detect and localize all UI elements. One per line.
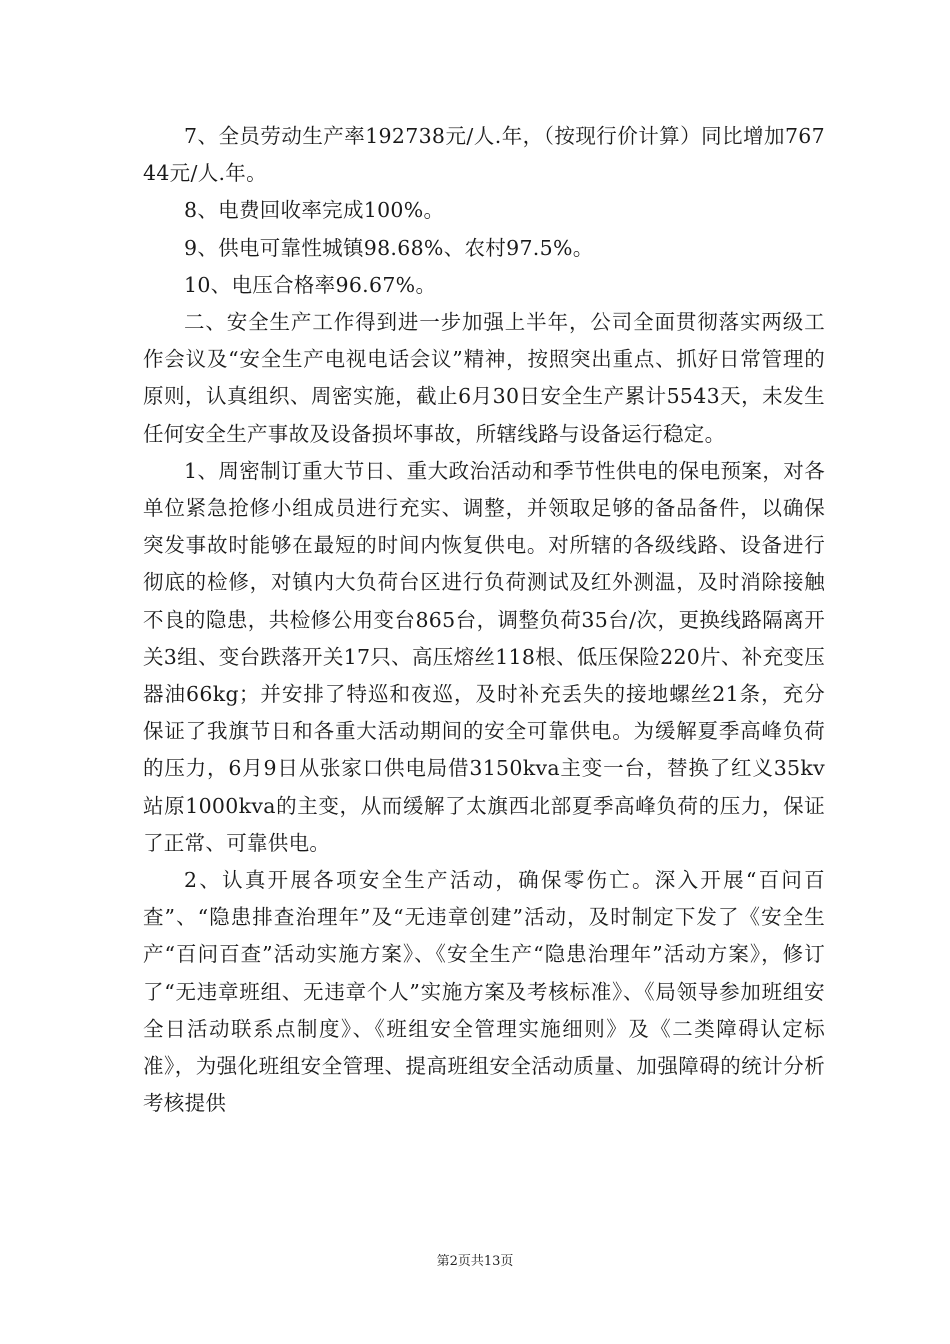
paragraph-safety-1: 1、周密制订重大节日、重大政治活动和季节性供电的保电预案，对各单位紧急抢修小组成员进行充实、调整，并领取足够的备品备件，以确保突发事故时能够在最短的时间内恢复供电。对所辖的各级线路、设备进行彻底的检修，对镇内大负荷台区进行负荷测试及红外测温，及时消除接触不良的隐患，共检修公用变台865台，调整负荷35台/次，更换线路隔离开关3组、变台跌落开关17只、高压熔丝118根、低压保险220片、补充变压器油66kg；并安排了特巡和夜巡，及时补充丢失的接地螺丝21条，充分保证了我旗节日和各重大活动期间的安全可靠供电。为缓解夏季高峰负荷的压力，6月9日从张家口供电局借3150kva主变一台，替换了红义35kv站原1000kva的主变，从而缓解了太旗西北部夏季高峰负荷的压力，保证了正常、可靠供电。 (143, 458, 825, 855)
paragraph-safety-2: 2、认真开展各项安全生产活动，确保零伤亡。深入开展“百问百查”、“隐患排查治理年”及“无违章创建”活动，及时制定下发了《安全生产“百问百查”活动实施方案》、《安全生产“隐患治理年”活动方案》，修订了“无违章班组、无违章个人”实施方案及考核标准》、《局领导参加班组安全日活动联系点制度》、《班组安全管理实施细则》及《二类障碍认定标准》，为强化班组安全管理、提高班组安全活动质量、加强障碍的统计分析考核提供 (143, 868, 825, 1116)
document-body (143, 118, 825, 1122)
section-heading-safety: 二、安全生产工作得到进一步加强上半年，公司全面贯彻落实两级工作会议及“安全生产电视电话会议”精神，按照突出重点、抓好日常管理的原则，认真组织、周密实施，截止6月30日安全生产累计5543天，未发生任何安全生产事故及设备损坏事故，所辖线路与设备运行稳定。 (143, 310, 825, 446)
page-number-footer: 第2页共13页 (436, 1254, 514, 1269)
paragraph-item-8: 8、电费回收率完成100%。 (184, 198, 445, 223)
paragraph-item-9: 9、供电可靠性城镇98.68%、农村97.5%。 (184, 235, 594, 260)
paragraph-item-7: 7、全员劳动生产率192738元/人.年，（按现行价计算）同比增加76744元/人.年。 (143, 124, 825, 186)
paragraph-item-10: 10、电压合格率96.67%。 (184, 272, 437, 297)
